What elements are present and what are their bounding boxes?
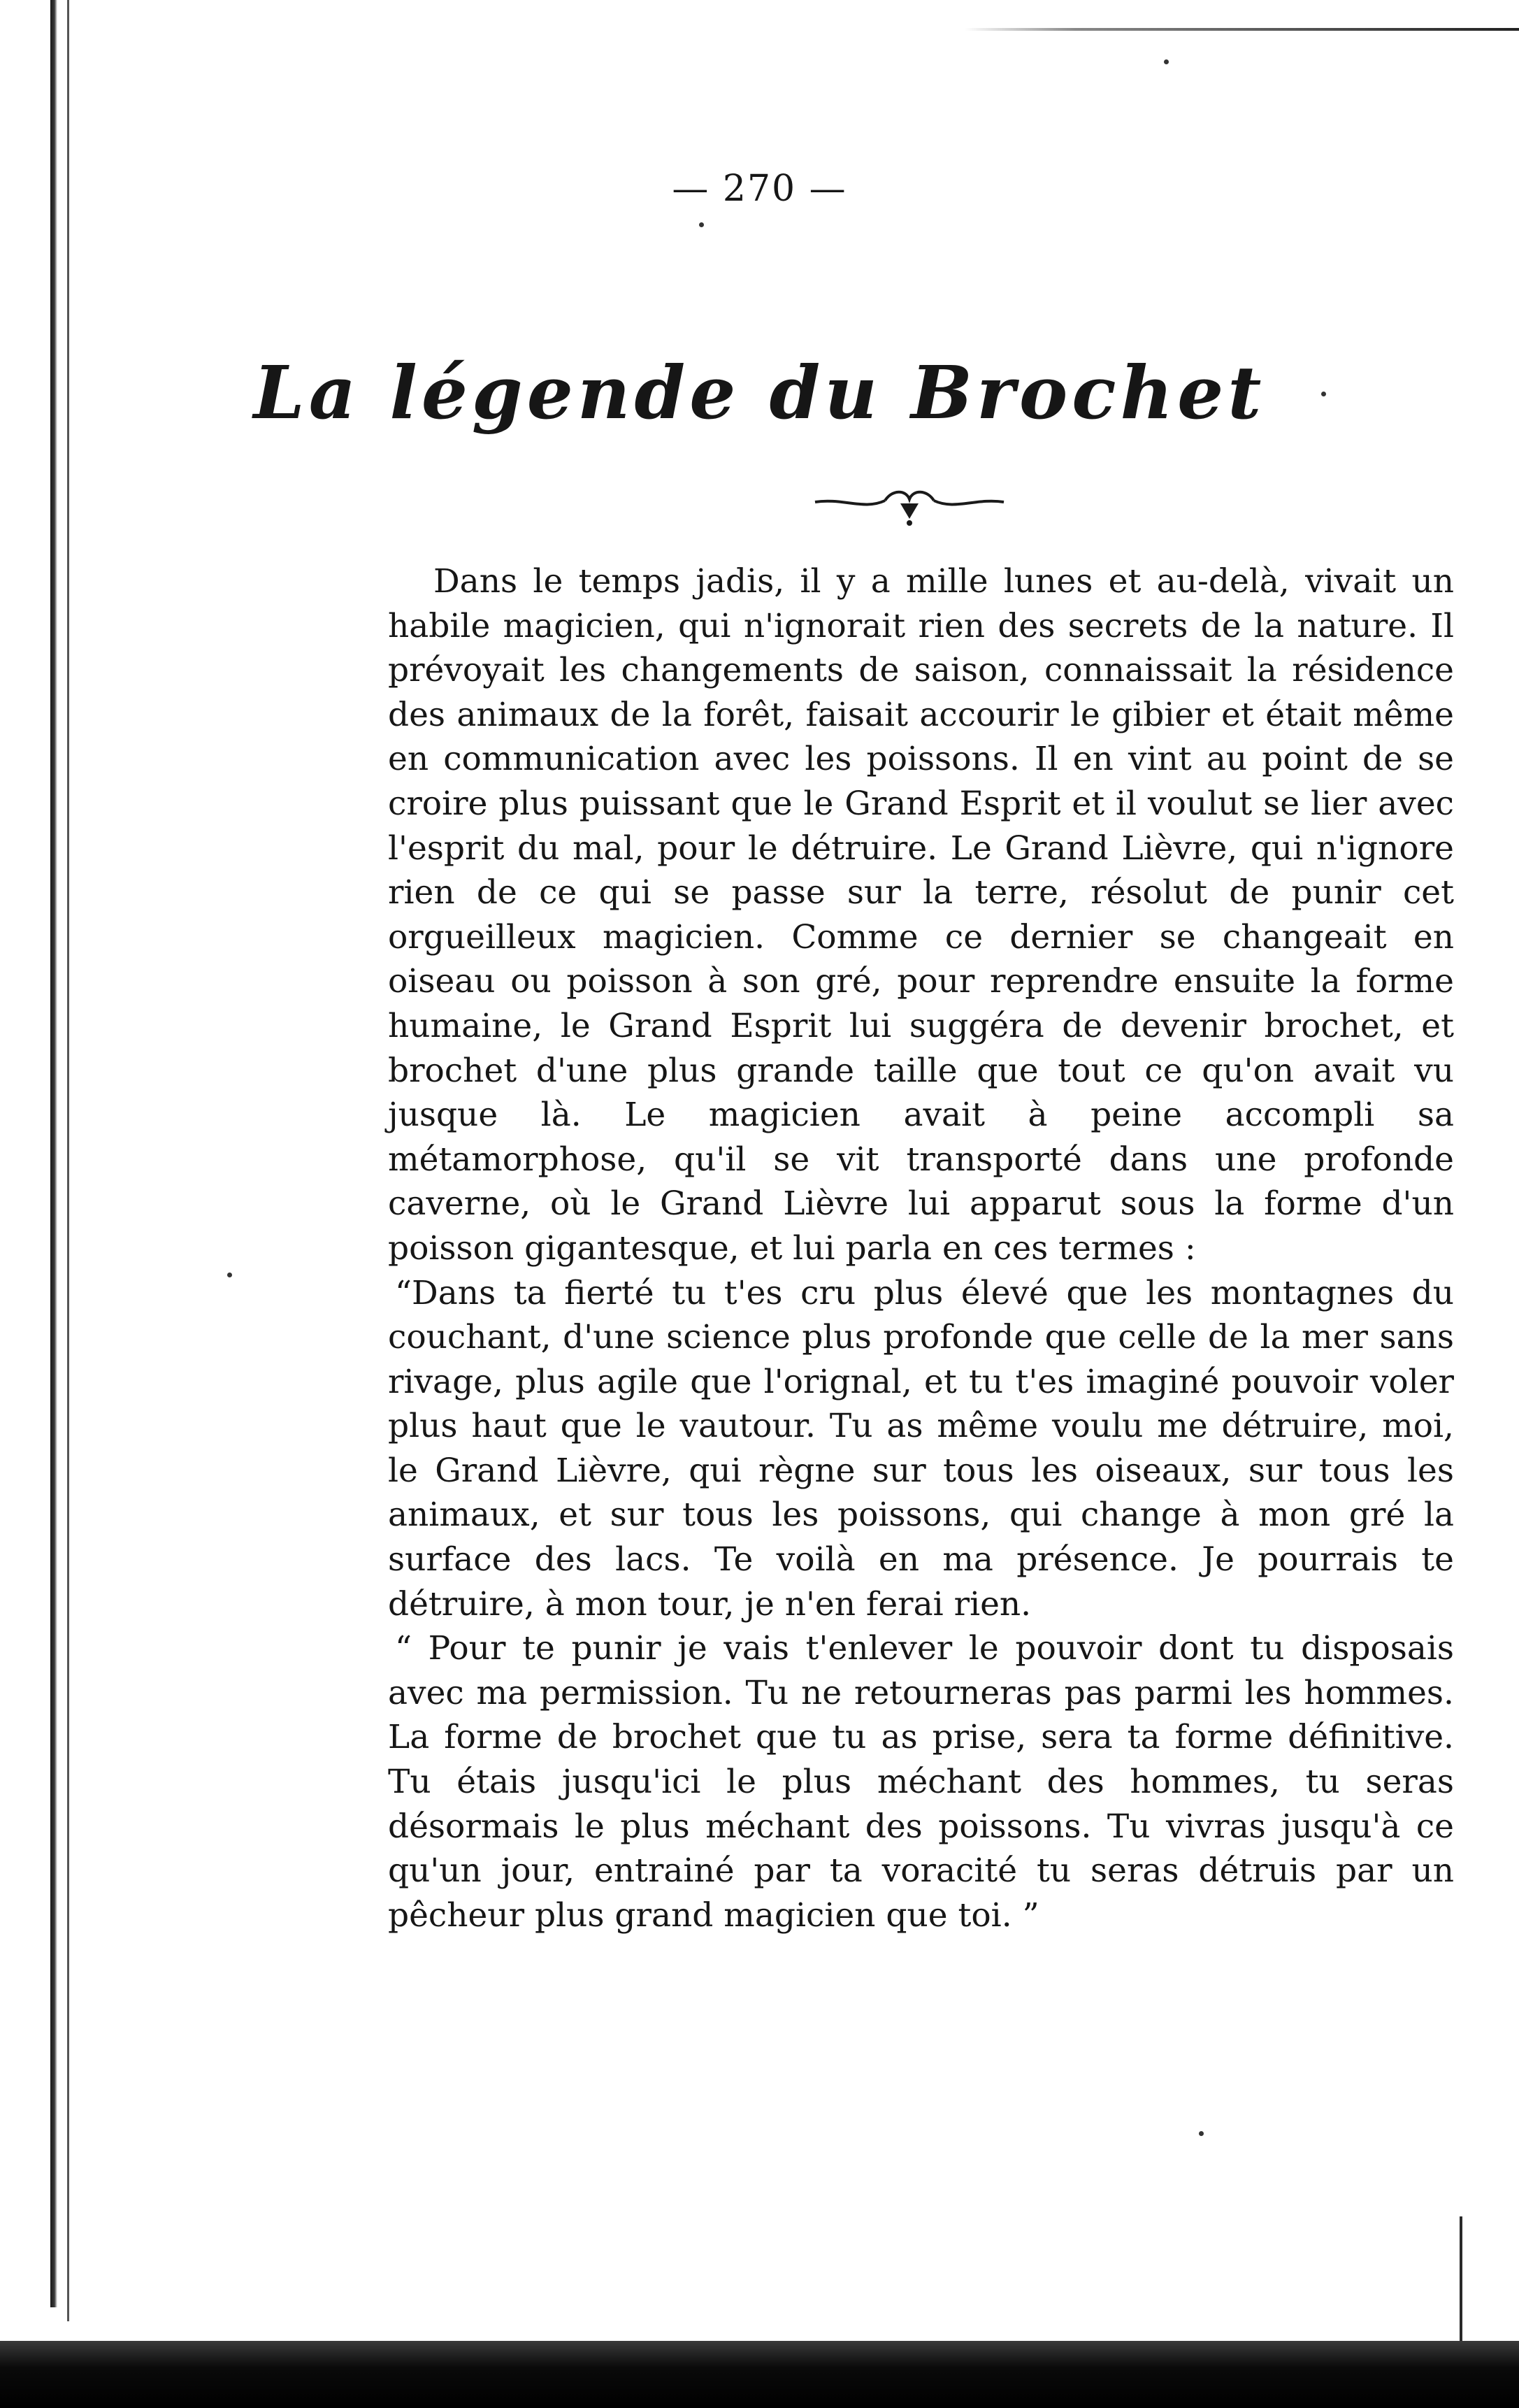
scan-speck xyxy=(699,222,704,227)
scan-speck xyxy=(227,1273,232,1277)
scan-bottom-edge xyxy=(0,2341,1519,2408)
scan-speck xyxy=(1199,2131,1204,2136)
ornament-flourish-icon xyxy=(808,482,1011,531)
chapter-title: La légende du Brochet xyxy=(253,350,1266,436)
paragraph: “Dans ta fierté tu t'es cru plus élevé que les montagnes du couchant, d'une science plus profonde que celle de la mer sans rivage, plus agile que l'orignal, et tu t'es imaginé pouvoir voler plus haut que le vautour. Tu as même voulu me détruire, moi, le Grand Lièvre, qui règne sur tous les oiseaux, sur tous les animaux, et sur tous les poissons, qui change à mon gré la surface des lacs. Te voilà en ma présence. Je pourrais te détruire, à mon tour, je n'en ferai rien. xyxy=(388,1273,1454,1624)
scan-speck xyxy=(1164,59,1169,64)
paragraph: Dans le temps jadis, il y a mille lunes et au-delà, vivait un habile magicien, qui n'ignorait rien des secrets de la nature. Il prévoyait les changements de saison, connaissait la résidence des animaux de la forêt, faisait accourir le gibier et était même en communication avec les poissons. Il en vint au point de se croire plus puissant que le Grand Esprit et il voulut se lier avec l'esprit du mal, pour le détruire. Le Grand Lièvre, qui n'ignore rien de ce qui se passe sur la terre, résolut de punir cet orgueilleux magicien. Comme ce dernier se changeait en oiseau ou poisson à son gré, pour reprendre ensuite la forme humaine, le Grand Esprit lui suggéra de devenir brochet, et brochet d'une plus grande taille que tout ce qu'on avait vu jusque là. Le magicien avait à peine accompli sa métamorphose, qu'il se vit transporté dans une profonde caverne, où le Grand Lièvre lui apparut sous la forme d'un poisson gigantesque, et lui parla en ces termes : xyxy=(388,562,1454,1268)
scan-top-rule xyxy=(965,28,1519,31)
scan-edge-shadow xyxy=(50,0,57,2307)
story-body xyxy=(388,559,1454,1937)
page-number: — 270 — xyxy=(672,168,847,210)
paragraph: “ Pour te punir je vais t'enlever le pouvoir dont tu disposais avec ma permission. Tu ne retourneras pas parmi les hommes. La forme de brochet que tu as prise, sera ta forme définitive. Tu étais jusqu'ici le plus méchant des hommes, tu seras désormais le plus méchant des poissons. Tu vivras jusqu'à ce qu'un jour, entrainé par ta voracité tu seras détruis par un pêcheur plus grand magicien que toi. ” xyxy=(388,1629,1454,1935)
scan-edge-line xyxy=(67,0,69,2321)
